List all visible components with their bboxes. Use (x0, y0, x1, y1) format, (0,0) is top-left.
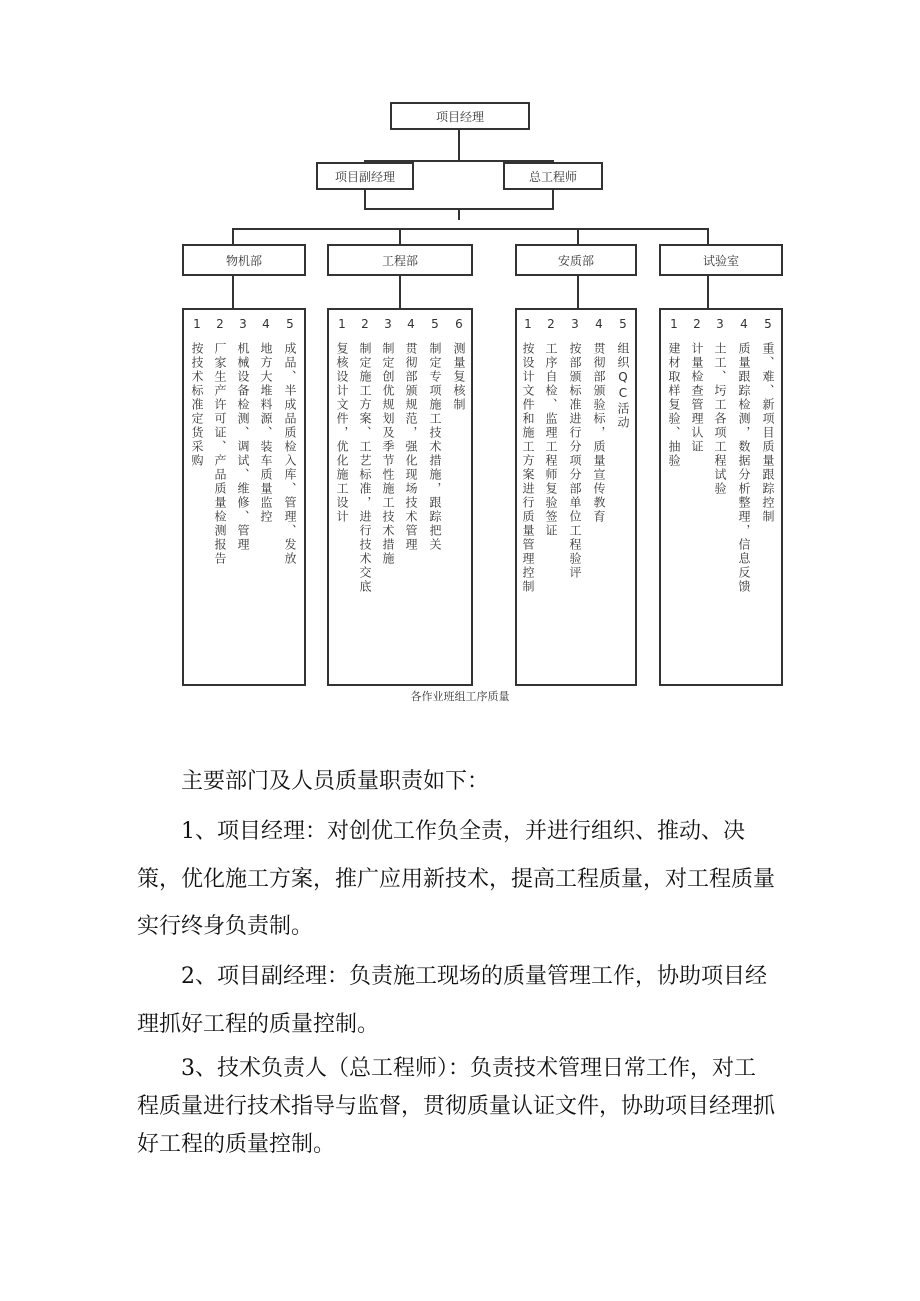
dept-box-gongcheng: 工程部 (327, 244, 473, 276)
duty-number: 2 (693, 317, 701, 331)
duty-text: 制定专项施工技术措施，跟踪把关 (428, 342, 442, 552)
duty-number: 4 (740, 317, 748, 331)
duty-text: 厂家生产许可证、产品质量检测报告 (213, 342, 227, 566)
duty-item (257, 316, 275, 524)
duty-number: 5 (431, 317, 439, 331)
duty-number: 2 (547, 317, 555, 331)
duty-number: 4 (407, 317, 415, 331)
box-project-manager: 项目经理 (390, 102, 530, 130)
duty-text: 机械设备检测、调试、维修、管理 (236, 342, 250, 552)
connector (577, 274, 579, 310)
duty-item (211, 316, 229, 566)
connector (232, 228, 234, 244)
duty-text: 贯彻部颁验标，质量宣传教育 (592, 342, 606, 524)
duty-number: 5 (619, 317, 627, 331)
duty-number: 4 (595, 317, 603, 331)
duty-text: 重、难、新项目质量跟踪控制 (761, 342, 775, 524)
duty-item (188, 316, 206, 468)
paragraph-intro: 主要部门及人员质量职责如下： (181, 769, 490, 794)
chart-caption: 各作业班组工序质量 (410, 690, 510, 703)
connector (707, 274, 709, 310)
duty-number: 1 (670, 317, 678, 331)
duty-box-wuji (182, 308, 306, 686)
duty-text: 计量检查管理认证 (690, 342, 704, 454)
duty-text: 制定施工方案、工艺标准，进行技术交底 (358, 342, 372, 594)
duty-number: 2 (361, 317, 369, 331)
connector (707, 228, 709, 244)
duty-item (711, 316, 729, 496)
duty-item (688, 316, 706, 454)
duty-box-anzhi (515, 308, 637, 686)
connector (232, 228, 709, 230)
connector (458, 128, 460, 162)
duty-number: 2 (216, 317, 224, 331)
connector (577, 228, 579, 244)
duty-text: 制定创优规划及季节性施工技术措施 (381, 342, 395, 566)
duty-text: 按设计文件和施工方案进行质量管理控制 (521, 342, 535, 594)
duty-item (519, 316, 537, 594)
duty-text: 测量复核制 (452, 342, 466, 412)
duty-number: 4 (262, 317, 270, 331)
duty-item (735, 316, 753, 594)
duty-text: 按部颁标准进行分项分部单位工程验评 (568, 342, 582, 580)
duty-item (450, 316, 468, 412)
connector (552, 190, 554, 210)
duty-text: 地方大堆料源、装车质量监控 (259, 342, 273, 524)
paragraph-technical-lead: 3、技术负责人（总工程师）：负责技术管理日常工作，对工程质量进行技术指导与监督，贯彻质量认证文件，协助项目经理抓好工程的质量控制。 (137, 1056, 776, 1157)
duty-number: 3 (716, 317, 724, 331)
duty-text: 质量跟踪检测，数据分析整理，信息反馈 (737, 342, 751, 594)
duty-number: 5 (764, 317, 772, 331)
duty-item (281, 316, 299, 566)
duty-text: 工序自检、监理工程师复验签证 (544, 342, 558, 538)
duty-number: 1 (193, 317, 201, 331)
paragraph-project-manager: 1、项目经理：对创优工作负全责，并进行组织、推动、决策，优化施工方案，推广应用新技术，提高工程质量，对工程质量实行终身负责制。 (137, 819, 776, 939)
connector (399, 274, 401, 310)
duty-item (356, 316, 374, 594)
duty-item (542, 316, 560, 538)
duty-item (234, 316, 252, 552)
dept-box-anzhi: 安质部 (515, 244, 637, 276)
connector (458, 208, 460, 220)
paragraph-deputy-manager: 2、项目副经理：负责施工现场的质量管理工作，协助项目经理抓好工程的质量控制。 (137, 964, 767, 1037)
duty-box-shiyan (659, 308, 783, 686)
duty-item (402, 316, 420, 552)
duty-text: 复核设计文件，优化施工设计 (335, 342, 349, 524)
connector (232, 274, 234, 310)
duty-item (379, 316, 397, 566)
box-deputy-manager: 项目副经理 (316, 162, 414, 190)
duty-text: 组织QC活动 (616, 342, 630, 430)
dept-box-wuji: 物机部 (182, 244, 306, 276)
duty-text: 贯彻部颁规范，强化现场技术管理 (404, 342, 418, 552)
duty-text: 成品、半成品质检入库、管理、发放 (283, 342, 297, 566)
duty-number: 5 (286, 317, 294, 331)
duty-item (665, 316, 683, 468)
duty-item (759, 316, 777, 524)
duty-number: 3 (239, 317, 247, 331)
duty-item (333, 316, 351, 524)
duty-number: 6 (455, 317, 463, 331)
duty-text: 建材取样复验、抽验 (667, 342, 681, 468)
duty-number: 1 (338, 317, 346, 331)
box-chief-engineer: 总工程师 (503, 162, 603, 190)
duty-number: 3 (571, 317, 579, 331)
duty-item (590, 316, 608, 524)
duty-number: 1 (524, 317, 532, 331)
duty-item (566, 316, 584, 580)
duty-number: 3 (384, 317, 392, 331)
duty-box-gongcheng (327, 308, 473, 686)
dept-box-shiyan: 试验室 (659, 244, 783, 276)
duty-text: 按技术标准定货采购 (190, 342, 204, 468)
connector (399, 228, 401, 244)
duty-item (426, 316, 444, 552)
duty-text: 土工、圬工各项工程试验 (713, 342, 727, 496)
connector (364, 190, 366, 210)
duty-item (614, 316, 632, 430)
